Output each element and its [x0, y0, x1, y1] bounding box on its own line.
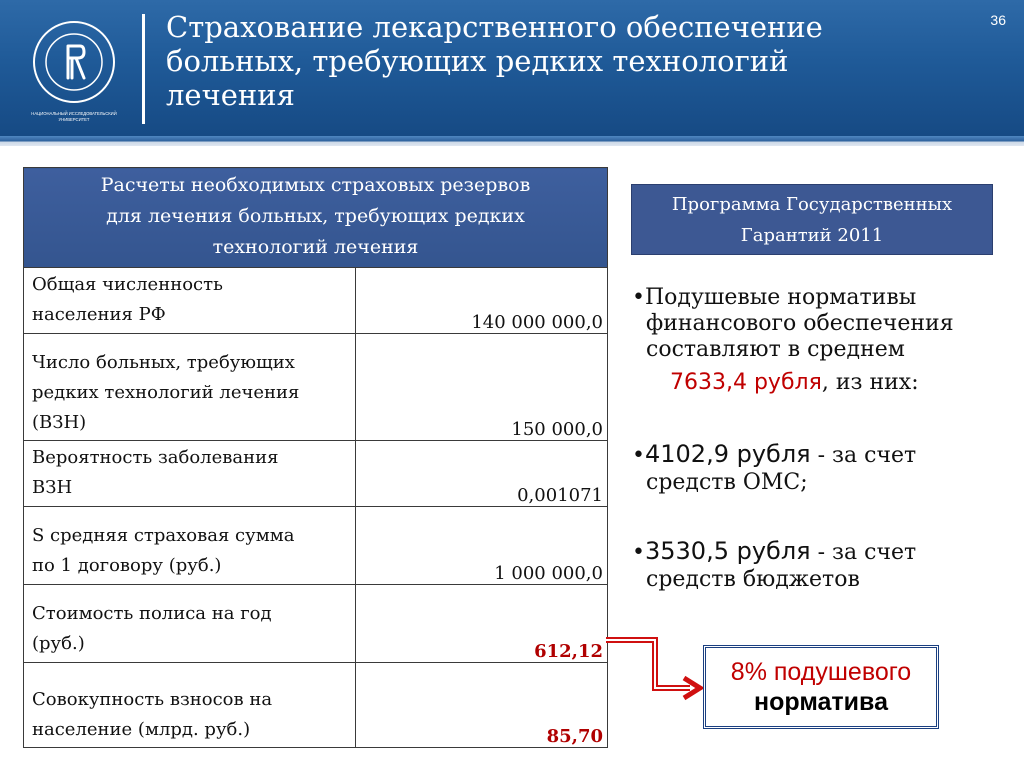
row-label: Вероятность заболевания ВЗН — [24, 441, 356, 507]
row-label: Стоимость полиса на год (руб.) — [24, 585, 356, 663]
bullet-icon: • — [632, 540, 645, 565]
row-value: 0,001071 — [356, 441, 608, 507]
bullet-item: •3530,5 рубля - за счет средств бюджетов — [632, 537, 917, 592]
row-value: 150 000,0 — [356, 334, 608, 441]
row-label: S средняя страховая сумма по 1 договору (руб.) — [24, 507, 356, 585]
slide-title: Страхование лекарственного обеспечение больных, требующих редких технологий лечения — [166, 10, 823, 112]
row-value: 1 000 000,0 — [356, 507, 608, 585]
logo-caption: НАЦИОНАЛЬНЫЙ ИССЛЕДОВАТЕЛЬСКИЙ — [31, 111, 117, 116]
row-label: Общая численность населения РФ — [24, 268, 356, 334]
row-label: Число больных, требующих редких технологий лечения (ВЗН) — [24, 334, 356, 441]
table-header: Расчеты необходимых страховых резервов для лечения больных, требующих редких технологий лечения — [24, 168, 608, 268]
bullet-item: •Подушевые нормативы финансового обеспечения составляют в среднем — [632, 285, 954, 362]
row-value: 85,70 — [356, 663, 608, 748]
svg-text:УНИВЕРСИТЕТ: УНИВЕРСИТЕТ — [58, 117, 90, 122]
row-value: 612,12 — [356, 585, 608, 663]
bullet-item: •4102,9 рубля - за счет средств ОМС; — [632, 440, 917, 495]
program-box: Программа Государственных Гарантий 2011 — [631, 184, 993, 255]
row-value: 140 000 000,0 — [356, 268, 608, 334]
bullet-amount: 7633,4 рубля, из них: — [670, 370, 919, 395]
bullet-icon: • — [632, 285, 645, 310]
callout-box: 8% подушевого норматива — [703, 645, 939, 729]
page-number: 36 — [990, 12, 1006, 28]
bullet-icon: • — [632, 443, 645, 468]
row-label: Совокупность взносов на население (млрд. руб.) — [24, 663, 356, 748]
